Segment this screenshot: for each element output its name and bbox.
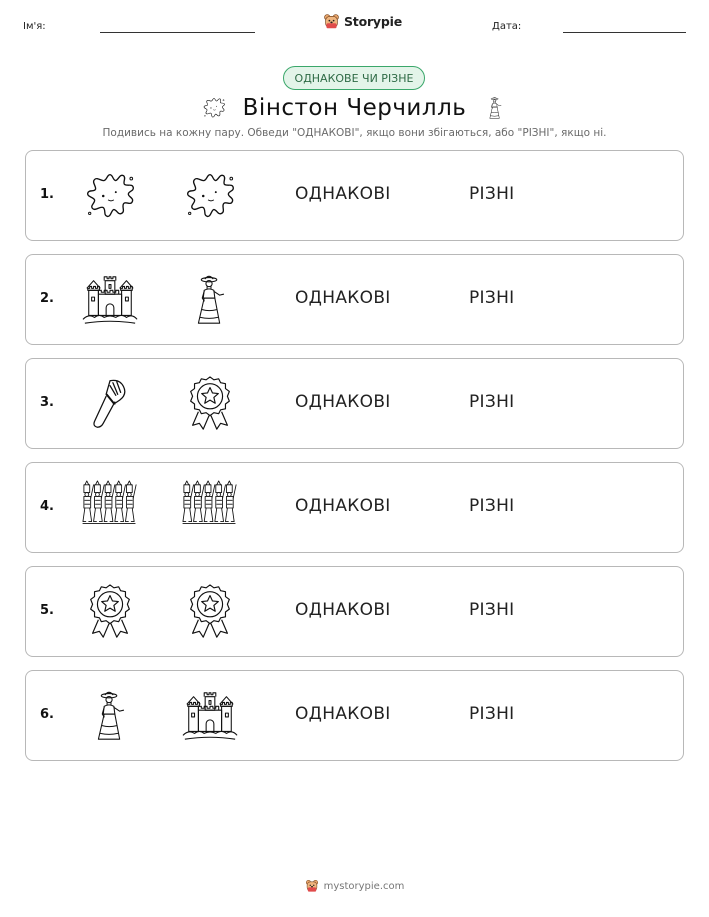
name-line[interactable] (100, 32, 255, 33)
lady-icon (482, 94, 508, 122)
brand-name: Storypie (344, 14, 402, 29)
brush-icon (80, 375, 140, 433)
option-same[interactable]: ОДНАКОВІ (295, 392, 391, 412)
castle-icon (180, 687, 240, 745)
question-number: 1. (40, 187, 54, 202)
title-row (0, 92, 709, 124)
splat-icon (80, 167, 140, 225)
question-number: 5. (40, 603, 54, 618)
date-label: Дата: (492, 21, 522, 32)
question-row (25, 462, 684, 553)
lady-icon (80, 687, 140, 745)
brand-logo (323, 13, 402, 30)
splat-icon (180, 167, 240, 225)
page-title: Вінстон Черчилль (242, 95, 467, 121)
question-row (25, 566, 684, 657)
question-number: 6. (40, 707, 54, 722)
option-different[interactable]: РІЗНІ (469, 704, 515, 724)
lady-icon (180, 271, 240, 329)
question-row (25, 670, 684, 761)
option-same[interactable]: ОДНАКОВІ (295, 600, 391, 620)
bear-logo-icon (305, 879, 319, 893)
instructions: Подивись на кожну пару. Обведи "ОДНАКОВІ", якщо вони збігаються, або "РІЗНІ", якщо ні. (102, 127, 607, 139)
date-line[interactable] (563, 32, 686, 33)
name-label: Ім'я: (23, 21, 46, 32)
castle-icon (80, 271, 140, 329)
question-row (25, 150, 684, 241)
footer-site: mystorypie.com (323, 880, 405, 892)
option-different[interactable]: РІЗНІ (469, 184, 515, 204)
medal-icon (80, 583, 140, 641)
option-different[interactable]: РІЗНІ (469, 288, 515, 308)
option-same[interactable]: ОДНАКОВІ (295, 288, 391, 308)
bear-logo-icon (323, 13, 340, 30)
question-number: 2. (40, 291, 54, 306)
soldiers-icon (180, 479, 240, 537)
worksheet-type-badge: ОДНАКОВЕ ЧИ РІЗНЕ (283, 66, 425, 90)
option-different[interactable]: РІЗНІ (469, 600, 515, 620)
option-different[interactable]: РІЗНІ (469, 496, 515, 516)
option-same[interactable]: ОДНАКОВІ (295, 184, 391, 204)
footer (0, 879, 709, 893)
option-same[interactable]: ОДНАКОВІ (295, 496, 391, 516)
medal-icon (180, 583, 240, 641)
question-row (25, 254, 684, 345)
question-number: 3. (40, 395, 54, 410)
option-same[interactable]: ОДНАКОВІ (295, 704, 391, 724)
medal-icon (180, 375, 240, 433)
option-different[interactable]: РІЗНІ (469, 392, 515, 412)
question-row (25, 358, 684, 449)
question-number: 4. (40, 499, 54, 514)
splat-icon (201, 95, 227, 121)
soldiers-icon (80, 479, 140, 537)
